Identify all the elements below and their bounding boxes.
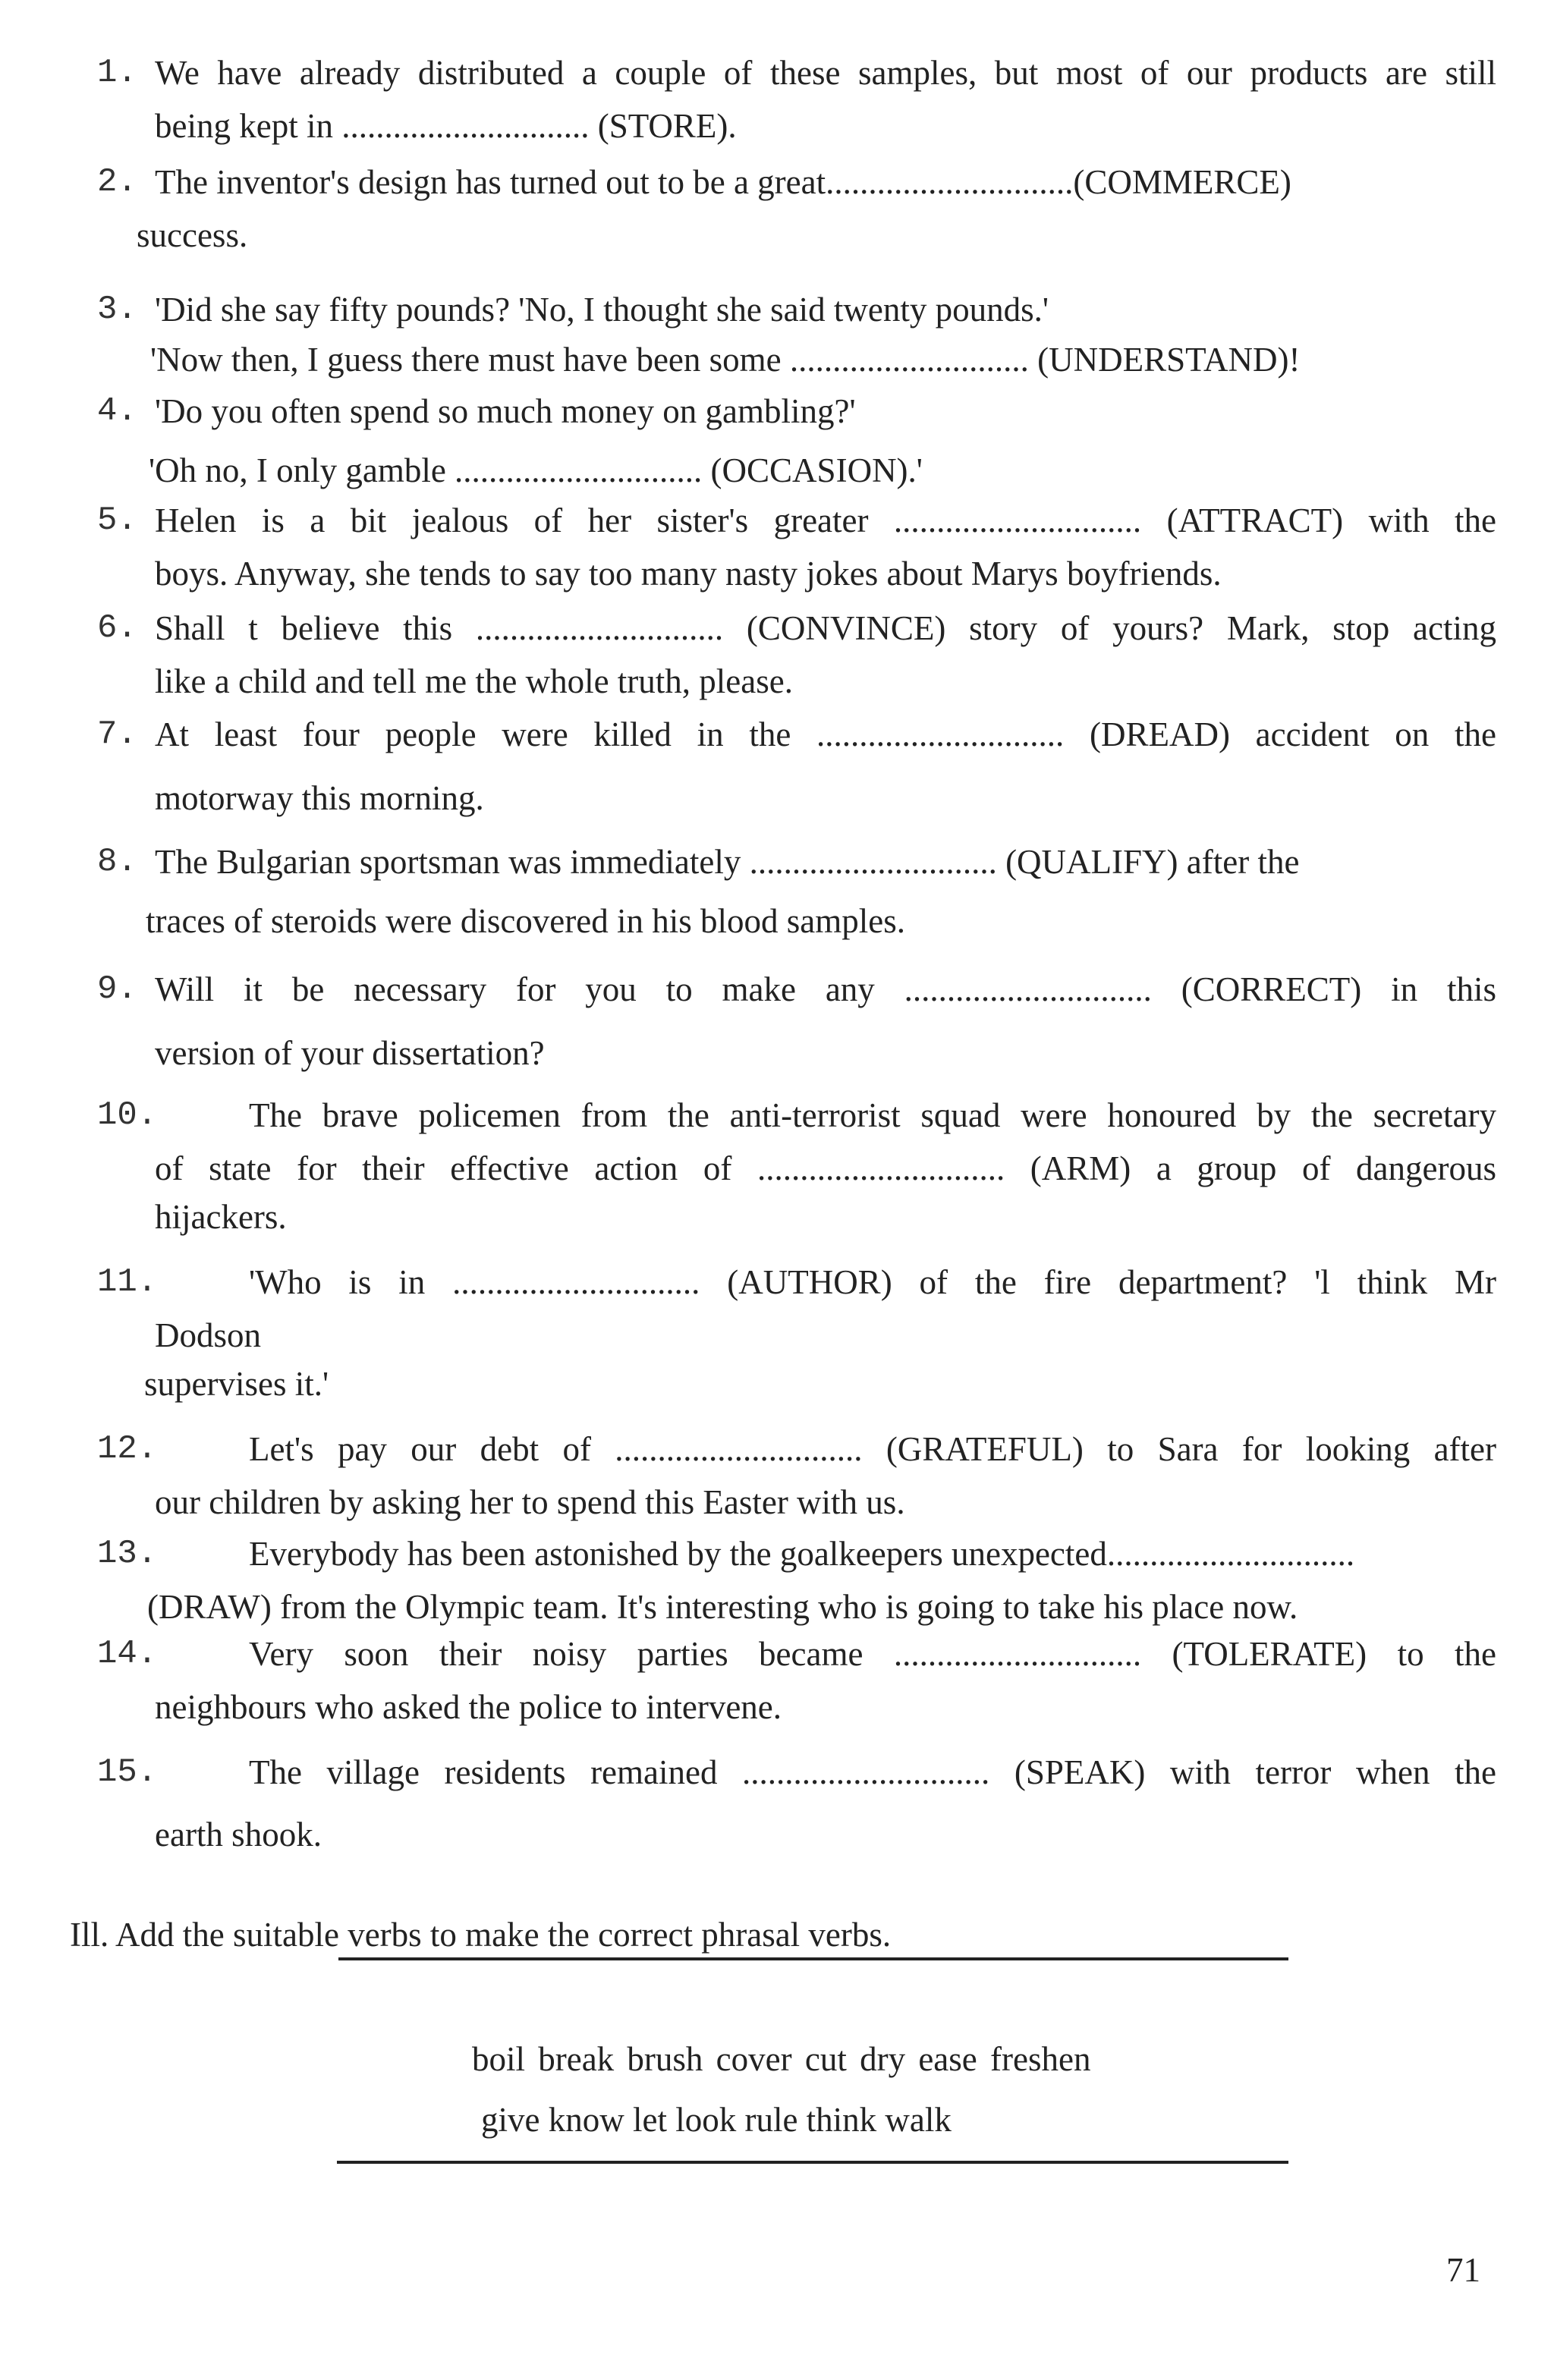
item-text-line: 'Now then, I guess there must have been some ............................ (UNDERSTAND)! [150,341,1301,379]
item-number: 3. [97,291,137,329]
item-text-line: being kept in ............................. (STORE). [155,107,737,145]
item-text-line: hijackers. [155,1198,287,1236]
item-text-line: earth shook. [155,1816,322,1853]
item-number: 12. [97,1430,158,1468]
item-text-line: success. [137,216,248,254]
item-number: 9. [97,970,137,1008]
item-text-line: The inventor's design has turned out to be a great.............................(COMMERCE) [155,163,1291,201]
item-text-line: (DRAW) from the Olympic team. It's interesting who is going to take his place now. [147,1588,1298,1626]
item-text-line: supervises it.' [144,1365,329,1403]
item-number: 10. [97,1096,158,1134]
item-number: 14. [97,1635,158,1673]
word-bank-line: boil break brush cover cut dry ease freshen [472,2040,1091,2078]
item-text-line: The Bulgarian sportsman was immediately ............................. (QUALIFY) after the [155,843,1300,881]
item-text-line: 'Did she say fifty pounds? 'No, I thought she said twenty pounds.' [155,291,1049,329]
item-text-line: We have already distributed a couple of these samples, but most of our products are still [155,54,1496,92]
item-number: 2. [97,163,137,201]
item-text-line: 'Do you often spend so much money on gambling?' [155,392,856,430]
item-text-line: Very soon their noisy parties became ............................. (TOLERATE) to the [249,1635,1496,1673]
item-text-line: 'Oh no, I only gamble ............................. (OCCASION).' [149,451,923,489]
item-text-line: motorway this morning. [155,779,484,817]
section-heading: Ill. Add the suitable verbs to make the correct phrasal verbs. [70,1916,892,1954]
item-number: 5. [97,501,137,539]
page-number: 71 [1446,2251,1480,2289]
item-text-line: version of your dissertation? [155,1034,545,1072]
item-text-line: Helen is a bit jealous of her sister's greater ............................. (ATTRACT) with the [155,501,1496,539]
item-number: 7. [97,715,137,753]
item-number: 13. [97,1535,158,1573]
item-text-line: Everybody has been astonished by the goalkeepers unexpected............................. [249,1535,1355,1573]
top-rule [338,1957,1288,1960]
word-bank-line: give know let look rule think walk [481,2101,952,2139]
item-number: 11. [97,1263,158,1301]
item-text-line: Shall t believe this ............................. (CONVINCE) story of yours? Mark, stop acting [155,609,1496,647]
item-text-line: boys. Anyway, she tends to say too many nasty jokes about Marys boyfriends. [155,555,1222,593]
item-number: 6. [97,609,137,647]
item-text-line: The brave policemen from the anti-terrorist squad were honoured by the secretary [249,1096,1496,1134]
item-text-line: The village residents remained ............................. (SPEAK) with terror when the [249,1753,1496,1791]
item-number: 4. [97,392,137,430]
item-number: 1. [97,54,137,92]
item-text-line: At least four people were killed in the ............................. (DREAD) accident on the [155,715,1496,753]
item-text-line: Let's pay our debt of ............................. (GRATEFUL) to Sara for looking after [249,1430,1496,1468]
item-text-line: neighbours who asked the police to intervene. [155,1688,782,1726]
item-text-line: traces of steroids were discovered in his blood samples. [146,902,905,940]
item-text-line: like a child and tell me the whole truth, please. [155,662,793,700]
bottom-rule [337,2161,1288,2164]
item-text-line: 'Who is in ............................. (AUTHOR) of the fire department? 'l think Mr [249,1263,1496,1301]
item-text-line: of state for their effective action of ............................. (ARM) a group of dangerous [155,1149,1496,1187]
item-text-line: Will it be necessary for you to make any ............................. (CORRECT) in this [155,970,1496,1008]
item-text-line: our children by asking her to spend this Easter with us. [155,1483,905,1521]
item-number: 8. [97,843,137,881]
item-text-line: Dodson [155,1316,262,1354]
item-number: 15. [97,1753,158,1791]
